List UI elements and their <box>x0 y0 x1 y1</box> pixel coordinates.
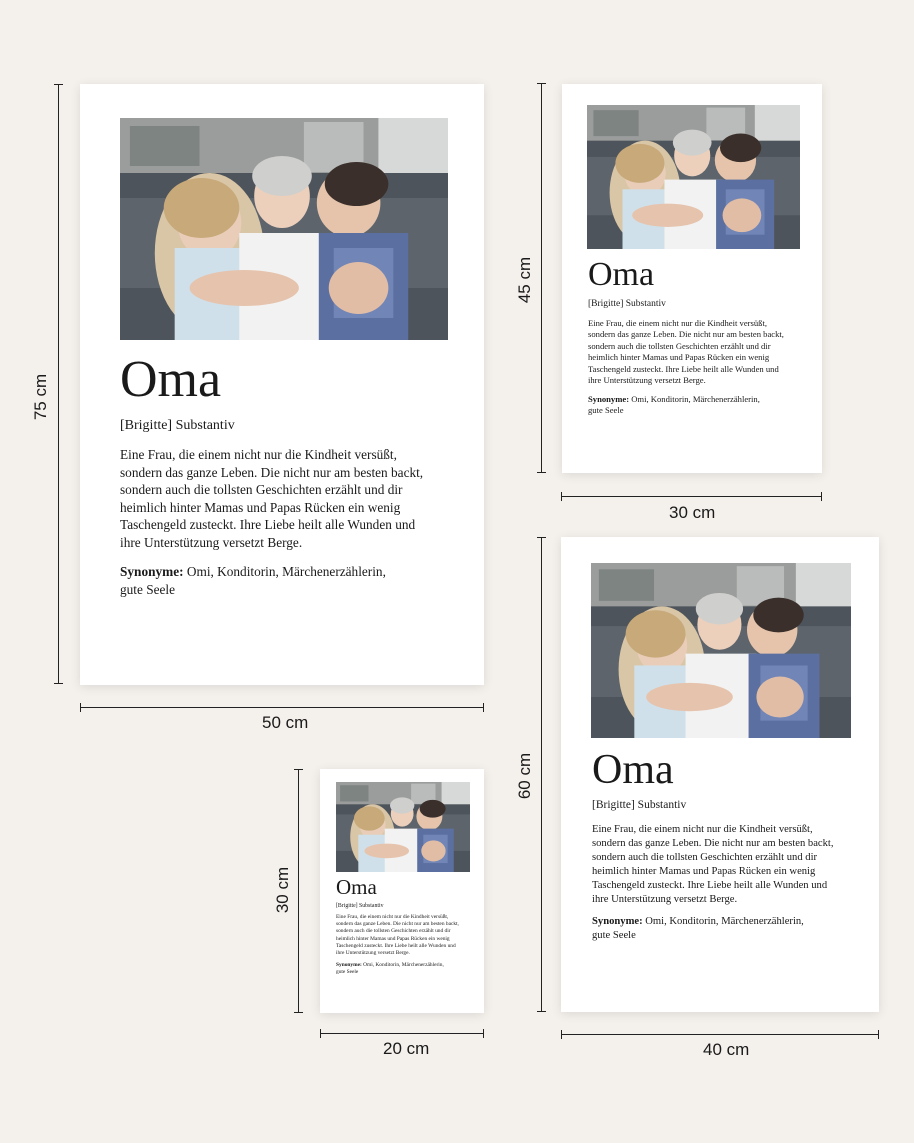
poster-synonyms: Synonyme: Omi, Konditorin, Märchenerzählerin, gute Seele <box>336 962 444 976</box>
poster-subtitle: [Brigitte] Substantiv <box>336 903 384 909</box>
poster-50x75 <box>80 84 484 685</box>
poster-title: Oma <box>588 256 655 293</box>
width-dimension-line <box>80 707 484 708</box>
width-dimension-line <box>561 496 822 497</box>
poster-subtitle: [Brigitte] Substantiv <box>120 418 235 433</box>
width-label: 50 cm <box>262 713 309 732</box>
height-dimension-line <box>541 537 542 1012</box>
height-label: 45 cm <box>515 256 534 304</box>
width-dimension-line <box>561 1034 879 1035</box>
poster-photo <box>591 563 851 738</box>
poster-subtitle: [Brigitte] Substantiv <box>592 799 687 811</box>
poster-title: Oma <box>592 747 674 793</box>
height-label: 60 cm <box>515 752 534 800</box>
poster-40x60 <box>561 537 879 1012</box>
poster-synonyms: Synonyme: Omi, Konditorin, Märchenerzählerin, gute Seele <box>592 916 804 941</box>
height-label: 30 cm <box>273 866 292 914</box>
width-label: 20 cm <box>383 1039 430 1058</box>
poster-20x30 <box>320 769 484 1013</box>
poster-synonyms: Synonyme: Omi, Konditorin, Märchenerzählerin, gute Seele <box>120 564 386 597</box>
poster-title: Oma <box>120 351 222 408</box>
height-dimension-line <box>298 769 299 1013</box>
poster-subtitle: [Brigitte] Substantiv <box>588 299 666 309</box>
poster-description: Eine Frau, die einem nicht nur die Kindheit versüßt, sondern das ganze Leben. Die nicht nur am besten backt, sondern auch die tollsten Geschichten erzählt und dir heimlich hinter Mamas und Papas Rücken ein wenig Taschengeld zusteckt. Ihre Liebe heilt alle Wunden und ihre Unterstützung versetzt Berge. <box>336 914 459 957</box>
poster-description: Eine Frau, die einem nicht nur die Kindheit versüßt, sondern das ganze Leben. Die nicht nur am besten backt, sondern auch die tollsten Geschichten erzählt und dir heimlich hinter Mamas und Papas Rücken ein wenig Taschengeld zusteckt. Ihre Liebe heilt alle Wunden und ihre Unterstützung versetzt Berge. <box>588 318 784 386</box>
poster-description: Eine Frau, die einem nicht nur die Kindheit versüßt, sondern das ganze Leben. Die nicht nur am besten backt, sondern auch die tollsten Geschichten erzählt und dir heimlich hinter Mamas und Papas Rücken ein wenig Taschengeld zusteckt. Ihre Liebe heilt alle Wunden und ihre Unterstützung versetzt Berge. <box>592 824 834 905</box>
poster-photo <box>587 105 800 249</box>
height-dimension-line <box>541 83 542 473</box>
poster-photo <box>120 118 448 340</box>
poster-30x45 <box>562 84 822 473</box>
width-label: 30 cm <box>669 503 716 522</box>
width-dimension-line <box>320 1033 484 1034</box>
poster-photo <box>336 782 470 872</box>
height-label: 75 cm <box>31 373 50 421</box>
height-dimension-line <box>58 84 59 684</box>
poster-title: Oma <box>336 875 377 899</box>
poster-description: Eine Frau, die einem nicht nur die Kindheit versüßt, sondern das ganze Leben. Die nicht nur am besten backt, sondern auch die tollsten Geschichten erzählt und dir heimlich hinter Mamas und Papas Rücken ein wenig Taschengeld zusteckt. Ihre Liebe heilt alle Wunden und ihre Unterstützung versetzt Berge. <box>120 447 424 550</box>
width-label: 40 cm <box>703 1040 750 1059</box>
poster-synonyms: Synonyme: Omi, Konditorin, Märchenerzählerin, gute Seele <box>588 394 760 416</box>
